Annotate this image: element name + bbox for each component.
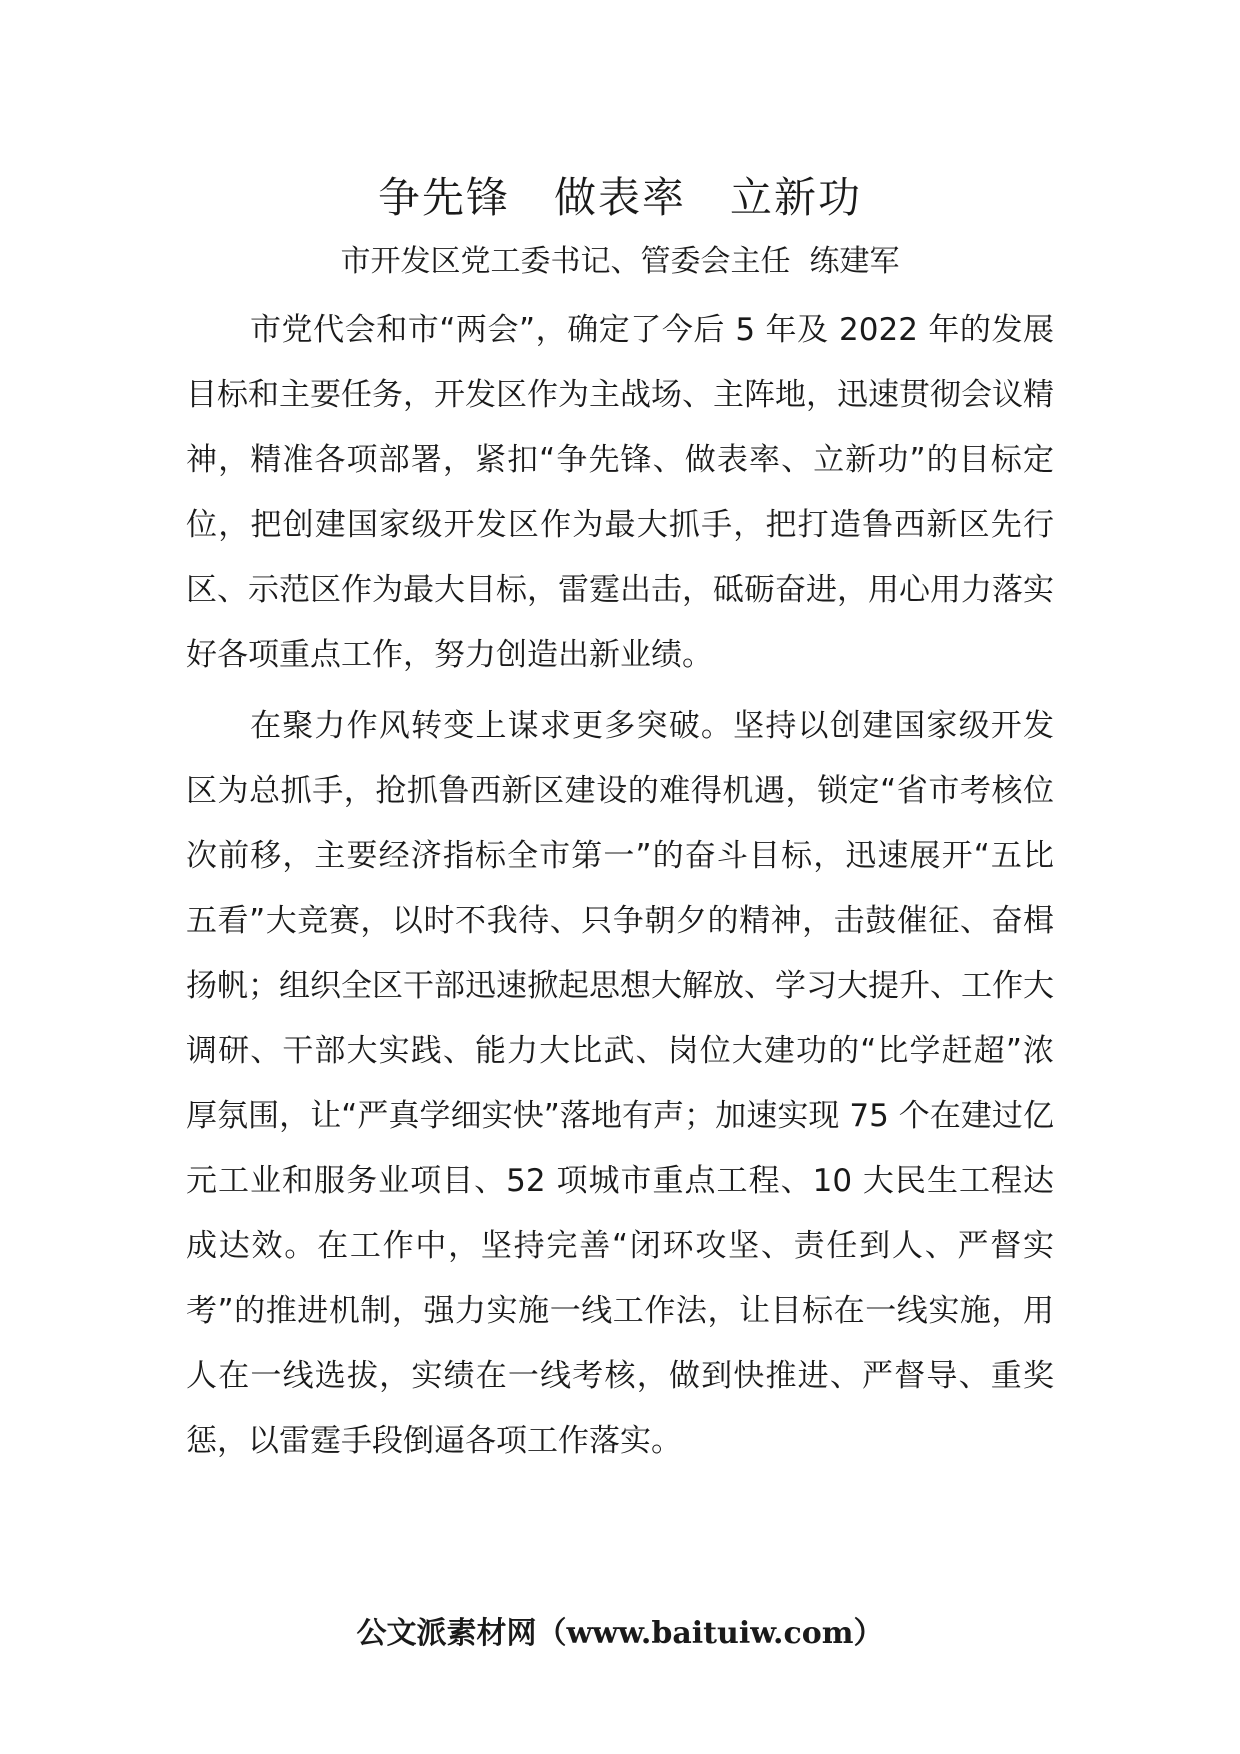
article-body <box>186 298 1054 1480</box>
paragraph-intro: 市党代会和市“两会”，确定了今后 5 年及 2022 年的发展目标和主要任务，开发区作为主战场、主阵地，迅速贯彻会议精神，精准各项部署，紧扣“争先锋、做表率、立新功”的目标定位，把创建国家级开发区作为最大抓手，把打造鲁西新区先行区、示范区作为最大目标，雷霆出击，砥砺奋进，用心用力落实好各项重点工作，努力创造出新业绩。 <box>186 312 1054 673</box>
author-byline: 市开发区党工委书记、管委会主任 练建军 <box>340 244 900 279</box>
source-watermark: 公文派素材网（www.baituiw.com） <box>356 1616 884 1651</box>
article-title: 争先锋 做表率 立新功 <box>377 173 862 222</box>
paragraph-work-style: 在聚力作风转变上谋求更多突破。坚持以创建国家级开发区为总抓手，抢抓鲁西新区建设的难得机遇，锁定“省市考核位次前移，主要经济指标全市第一”的奋斗目标，迅速展开“五比五看”大竞赛，以时不我待、只争朝夕的精神，击鼓催征、奋楫扬帆；组织全区干部迅速掀起思想大解放、学习大提升、工作大调研、干部大实践、能力大比武、岗位大建功的“比学赶超”浓厚氛围，让“严真学细实快”落地有声；加速实现 75 个在建过亿元工业和服务业项目、52 项城市重点工程、10 大民生工程达成达效。在工作中，坚持完善“闭环攻坚、责任到人、严督实考”的推进机制，强力实施一线工作法，让目标在一线实施，用人在一线选拔，实绩在一线考核，做到快推进、严督导、重奖惩，以雷霆手段倒逼各项工作落实。 <box>186 708 1054 1459</box>
